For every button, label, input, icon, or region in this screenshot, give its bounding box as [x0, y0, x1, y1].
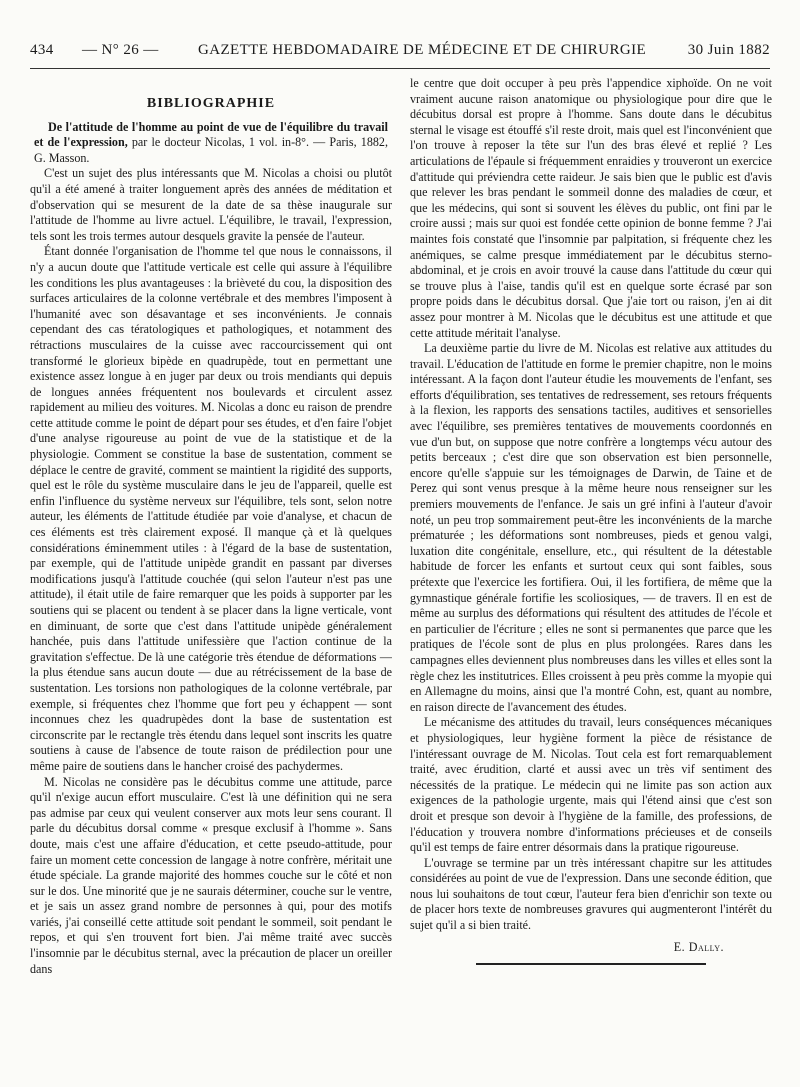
- paragraph: La deuxième partie du livre de M. Nicolas est relative aux attitudes du travail. L'éducation de l'attitude en forme le premier chapitre, non le moins intéressant. A la façon dont l'auteur étudie les mouvements de l'enfant, ses efforts d'équilibration, ses tentatives de redressement, ses retours fréquents à la flexion, les rapports des sensations tactiles, auditives et sensorielles avec l'équilibre, ses premières tentatives de mouvements coordonnés en vue d'un but, on suppose que notre confrère a longtemps vécu autour des petits berceaux ; c'est dire que son observation est bien personnelle, encore qu'elle s'appuie sur les témoignages de Darwin, de Taine et de Perez qui sont venus presque à la même heure nous renseigner sur les premiers mouvements de l'enfance. Je sais un gré infini à l'auteur d'avoir noté, un peu trop sommairement peut-être les inconvénients de la marche prématurée ; les déformations sont nombreuses, pieds et genou valgi, luxation dite congénitale, ensellure, etc., qui résultent de la détestable habitude de forcer les enfants et surtout ceux qui sont faibles, sous prétexte que l'exercice les fortifiera. Oui, il les fortifiera, de même que la gymnastique générale fortifie les scoliosiques, — de travers. Il en est de même au surplus des déformations qui résultent des attitudes de l'école et en particulier de l'écriture ; elles ne sont si permanentes que parce que les pratiques de l'école sont de plus en plus prolongées. Rares dans les campagnes elles deviennent plus nombreuses dans les villes et elles sont la règle chez les institutrices. Elles croissent à peu près comme la myopie qui en Allemagne du moins, ainsi que l'a montré Cohn, est, quant au nombre, en raison directe de l'avancement des études.: [410, 341, 772, 714]
- book-title: De l'attitude de l'homme au point de vue de l'équilibre du travail et de l'expression,: [34, 119, 388, 150]
- paragraph: Le mécanisme des attitudes du travail, leurs conséquences mécaniques et physiologiques, leur hygiène forment la pièce de résistance de l'intéressant ouvrage de M. Nicolas. Tout cela est fort remarquablement traité, avec érudition, clarté et aussi avec un très vif sentiment des nécessités de la pratique. Le médecin qui ne limite pas son action aux exigences de la pathologie urgente, mais qui l'étend ainsi que c'est son droit et presque son devoir à l'hygiène de la famille, des professions, de l'éducation y trouvera nombre d'informations précieuses et de conseils qu'il est temps de faire entrer désormais dans la pratique rigoureuse.: [410, 715, 772, 855]
- paragraph: C'est un sujet des plus intéressants que M. Nicolas a choisi ou plutôt qu'il a été amené à traiter longuement après des années de méditation et d'observation qui se mesurent de la date de sa thèse inaugurale sur l'attitude de l'homme au livre actuel. L'équilibre, le travail, l'expression, tels sont les trois termes autour desquels gravite la pensée de l'auteur.: [30, 166, 392, 243]
- header-rule: [30, 68, 770, 69]
- left-column: [30, 96, 392, 1051]
- right-column: [410, 76, 772, 1051]
- paragraph: Étant donnée l'organisation de l'homme tel que nous le connaissons, il n'y a aucun doute que l'attitude verticale est celle qui assure à l'équilibre les conditions les plus avantageuses : la brièveté du cou, la disposition des surfaces articulaires de la colonne vertébrale et des membres l'imposent à l'humanité avec son désavantage et ses inconvénients. Je connais cependant des cas tératologiques et pathologiques, et notamment des rétractions musculaires de la cuisse avec raccourcissement qui ont transformé le glorieux bipède en quadrupède, tout en permettant une existence assez longue à en juger par deux ou trois mendiants qui depuis de longues années fréquentent nos boulevards et circulent assez rapidement au milieu des voitures. M. Nicolas a donc eu raison de prendre cette attitude comme le point de départ pour ses études, et d'en faire l'objet d'une analyse rigoureuse au point de vue de la statistique et de la physiologie. Comment se constitue la base de sustentation, comment se déplace le centre de gravité, comment se maintient la rigidité des supports, quel est le rôle du système musculaire dans le jeu de l'appareil, quelle est enfin l'influence du système nerveux sur l'équilibre, tels sont, selon notre auteur, les éléments de l'attitude étudiée par voie d'analyse, et chacun de ces éléments est très clairement exposé. Il manque çà et là quelques considérations éminemment utiles : à l'égard de la base de sustentation, par exemple, qui de l'attitude unipède grandit en passant par diverses modifications jusqu'à l'attitude couchée (qui selon l'auteur n'est pas une attitude), il était utile de faire remarquer que les poids à supporter par les soutiens qui se placent ou tendent à se placer dans la ligne verticale, vont en diminuant, de sorte que c'est dans l'attitude unipède généralement hanchée, puis dans l'attitude unifessière que l'action continue de la gravitation s'effectue. De là une catégorie très étendue de déformations — la plus étendue sans aucun doute — due au rétrécissement de la base de sustentation. Les torsions non pathologiques de la colonne vertébrale, par exemple, si fréquentes chez l'homme que fort peu y échappent — sont inconnues chez les quadrupèdes dont la base de sustentation est circonscrite par le rectangle très étendu dans lequel sont inscrits les quatre soutiens à cause de l'absence de toute raison de prédilection pour une même paire de soutiens dans le hancher croisé des pachydermes.: [30, 244, 392, 773]
- book-details: par le docteur Nicolas, 1 vol. in-8°. — Paris, 1882, G. Masson.: [34, 135, 388, 165]
- book-reference: [30, 120, 392, 167]
- author-signature: E. Dally.: [673, 939, 724, 954]
- journal-title: GAZETTE HEBDOMADAIRE DE MÉDECINE ET DE CHIRURGIE: [198, 42, 647, 58]
- section-title: BIBLIOGRAPHIE: [146, 96, 276, 111]
- issue-date: 30 Juin 1882: [687, 42, 770, 58]
- issue-number: — N° 26 —: [82, 42, 159, 58]
- end-rule: [476, 963, 706, 965]
- page-header: [30, 42, 770, 64]
- paragraph: M. Nicolas ne considère pas le décubitus comme une attitude, parce qu'il n'exige aucun effort musculaire. C'est là une définition qui ne sera pas admise par ceux qui veulent conserver aux mots leur sens courant. Il parle du décubitus dorsal comme « presque exclusif à l'homme ». Sans doute, mais c'est une affaire d'éducation, et cette pseudo-attitude, pour faire un moment cette concession de langage à notre confrère, méritait une étude spéciale. La grande majorité des hommes couche sur le côté et non sur le dos. Une minorité que je ne saurais déterminer, couche sur le ventre, et je sais un assez grand nombre de personnes à qui, pour des motifs variés, j'ai conseillé cette attitude soit pendant le sommeil, soit pendant le repos, et qui s'en trouvent fort bien. J'ai même traité avec succès l'insomnie par le décubitus sternal, avec la précaution de placer un oreiller dans: [30, 774, 392, 976]
- paragraph: L'ouvrage se termine par un très intéressant chapitre sur les attitudes considérées au point de vue de l'expression. Dans une seconde édition, que nous lui souhaitons de tout cœur, l'auteur fera bien d'enrichir son texte ou de placer hors texte de nombreuses gravures qui augmenteront l'intérêt du sujet qu'il a si bien traité.: [410, 855, 772, 933]
- paragraph: le centre que doit occuper à peu près l'appendice xiphoïde. On ne voit vraiment aucune raison anatomique ou physiologique pour dire que le décubitus dorsal est propre à l'homme. Sans doute dans le décubitus sternal le visage est étouffé s'il reste droit, mais quel est l'inconvénient que l'on trouve à reposer la tête sur l'un des bras élevé et replié ? Les articulations de l'épaule si fréquemment enraidies y trouveront un exercice d'attitude qui préviendra cette raideur. Je sais bien que le public est d'avis que relever les bras pendant le sommeil donne des maladies de cœur, et que les médecins, qui sont si souvent les élèves du public, ont fini par le croire aussi ; mais sur quoi est fondée cette opinion de bonne femme ? J'ai maintes fois constaté que l'insomnie par palpitation, si fréquente chez les anémiques, se calme presque immédiatement par le décubitus sterno-abdominal, et je crois en avoir trouvé la cause dans l'attitude du cœur qui se trouve plus à l'aise, tandis qu'il est en quelque sorte écrasé par son propre poids dans le décubitus dorsal. Que j'aie tort ou raison, j'en ai dit assez pour montrer à M. Nicolas que le décubitus est une attitude et que cette attitude méritait l'analyse.: [410, 76, 772, 340]
- page-number: 434: [30, 42, 54, 58]
